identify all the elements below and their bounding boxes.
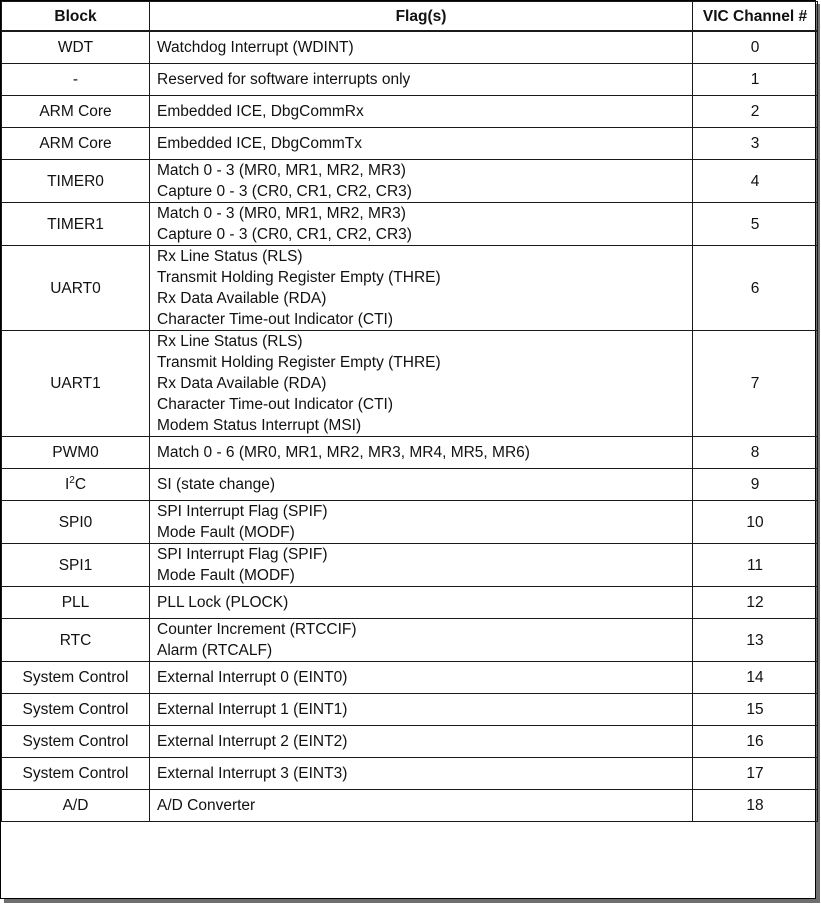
flags-cell — [150, 726, 693, 758]
header-flags: Flag(s) — [150, 2, 693, 32]
flag-line: SI (state change) — [157, 476, 276, 493]
table-row — [2, 619, 818, 662]
channel-cell: 12 — [693, 587, 818, 619]
block-cell — [2, 619, 150, 662]
flag-line: Mode Fault (MODF) — [157, 524, 295, 541]
flags-cell — [150, 469, 693, 501]
block-label: A/D — [62, 797, 89, 814]
block-cell — [2, 160, 150, 203]
block-cell — [2, 437, 150, 469]
flag-line: SPI Interrupt Flag (SPIF) — [157, 503, 328, 520]
table-row — [2, 31, 818, 64]
table-row — [2, 790, 818, 822]
block-cell — [2, 128, 150, 160]
table-row — [2, 587, 818, 619]
block-label: ARM Core — [39, 103, 112, 120]
block-suffix: C — [74, 476, 87, 493]
flags-cell — [150, 501, 693, 544]
block-cell — [2, 203, 150, 246]
block-cell — [2, 790, 150, 822]
vic-channel-table — [1, 1, 818, 822]
block-label: PWM0 — [52, 444, 99, 461]
block-superscript: 2 — [69, 475, 75, 486]
block-cell — [2, 64, 150, 96]
flag-line: Transmit Holding Register Empty (THRE) — [157, 354, 441, 371]
flag-line: Mode Fault (MODF) — [157, 567, 295, 584]
channel-cell: 18 — [693, 790, 818, 822]
channel-cell: 10 — [693, 501, 818, 544]
table-row — [2, 203, 818, 246]
table-row — [2, 501, 818, 544]
channel-cell: 2 — [693, 96, 818, 128]
table-row — [2, 331, 818, 437]
block-cell — [2, 96, 150, 128]
channel-cell: 14 — [693, 662, 818, 694]
flag-line: Reserved for software interrupts only — [157, 71, 411, 88]
flag-line: Modem Status Interrupt (MSI) — [157, 417, 362, 434]
flag-line: External Interrupt 2 (EINT2) — [157, 733, 348, 750]
block-label: System Control — [22, 669, 129, 686]
header-channel: VIC Channel # — [693, 2, 818, 32]
channel-cell: 3 — [693, 128, 818, 160]
block-label: System Control — [22, 733, 129, 750]
flag-line: Capture 0 - 3 (CR0, CR1, CR2, CR3) — [157, 226, 412, 243]
channel-cell: 6 — [693, 246, 818, 331]
flags-cell — [150, 694, 693, 726]
block-cell — [2, 694, 150, 726]
table-row — [2, 469, 818, 501]
block-label: - — [72, 71, 79, 88]
flags-cell — [150, 96, 693, 128]
table-row — [2, 726, 818, 758]
flags-cell — [150, 64, 693, 96]
block-label: System Control — [22, 701, 129, 718]
flag-line: Transmit Holding Register Empty (THRE) — [157, 269, 441, 286]
block-cell — [2, 662, 150, 694]
flags-cell — [150, 544, 693, 587]
flags-cell — [150, 31, 693, 64]
flag-line: Alarm (RTCALF) — [157, 642, 273, 659]
table-row — [2, 437, 818, 469]
channel-cell: 13 — [693, 619, 818, 662]
block-label: UART1 — [50, 375, 101, 392]
table-row — [2, 246, 818, 331]
channel-cell: 16 — [693, 726, 818, 758]
flag-line: Character Time-out Indicator (CTI) — [157, 396, 394, 413]
table-row — [2, 128, 818, 160]
flags-cell — [150, 790, 693, 822]
block-label: UART0 — [50, 279, 101, 297]
block-label: TIMER0 — [47, 172, 104, 190]
flag-line: PLL Lock (PLOCK) — [157, 594, 289, 611]
block-label: SPI1 — [58, 556, 93, 574]
block-label: ARM Core — [39, 135, 112, 152]
flag-line: Match 0 - 6 (MR0, MR1, MR2, MR3, MR4, MR5, MR6) — [157, 444, 530, 461]
flags-cell — [150, 437, 693, 469]
table-row — [2, 96, 818, 128]
block-cell — [2, 501, 150, 544]
table-row — [2, 694, 818, 726]
block-label: TIMER1 — [47, 215, 104, 233]
channel-cell: 9 — [693, 469, 818, 501]
block-cell — [2, 726, 150, 758]
channel-cell: 15 — [693, 694, 818, 726]
flag-line: Match 0 - 3 (MR0, MR1, MR2, MR3) — [157, 162, 406, 179]
channel-cell: 11 — [693, 544, 818, 587]
flag-line: Match 0 - 3 (MR0, MR1, MR2, MR3) — [157, 205, 406, 222]
flags-cell — [150, 331, 693, 437]
channel-cell: 17 — [693, 758, 818, 790]
flags-cell — [150, 160, 693, 203]
block-cell — [2, 544, 150, 587]
flags-cell — [150, 246, 693, 331]
flag-line: Embedded ICE, DbgCommTx — [157, 135, 363, 152]
flags-cell — [150, 662, 693, 694]
flag-line: Character Time-out Indicator (CTI) — [157, 311, 394, 328]
table-body — [2, 31, 818, 822]
block-cell — [2, 246, 150, 331]
flag-line: Rx Line Status (RLS) — [157, 248, 303, 265]
channel-cell: 1 — [693, 64, 818, 96]
block-cell — [2, 31, 150, 64]
block-label: SPI0 — [58, 513, 93, 531]
flags-cell — [150, 758, 693, 790]
channel-cell: 8 — [693, 437, 818, 469]
block-cell — [2, 469, 150, 501]
block-cell — [2, 758, 150, 790]
table-row — [2, 64, 818, 96]
block-cell — [2, 587, 150, 619]
flag-line: External Interrupt 1 (EINT1) — [157, 701, 348, 718]
flags-cell — [150, 128, 693, 160]
table-row — [2, 160, 818, 203]
flag-line: Rx Data Available (RDA) — [157, 290, 327, 307]
channel-cell: 4 — [693, 160, 818, 203]
channel-cell: 5 — [693, 203, 818, 246]
flag-line: A/D Converter — [157, 797, 256, 814]
flag-line: Rx Data Available (RDA) — [157, 375, 327, 392]
flag-line: External Interrupt 0 (EINT0) — [157, 669, 348, 686]
flags-cell — [150, 619, 693, 662]
flag-line: External Interrupt 3 (EINT3) — [157, 765, 348, 782]
flags-cell — [150, 203, 693, 246]
table-row — [2, 662, 818, 694]
header-block: Block — [2, 2, 150, 32]
block-label: I — [64, 476, 70, 493]
block-label: PLL — [61, 594, 90, 611]
flag-line: Watchdog Interrupt (WDINT) — [157, 39, 354, 56]
channel-cell: 0 — [693, 31, 818, 64]
table-row — [2, 544, 818, 587]
block-label: System Control — [22, 765, 129, 782]
table-row — [2, 758, 818, 790]
flag-line: SPI Interrupt Flag (SPIF) — [157, 546, 328, 563]
flag-line: Capture 0 - 3 (CR0, CR1, CR2, CR3) — [157, 183, 412, 200]
block-label: WDT — [57, 39, 94, 56]
flags-cell — [150, 587, 693, 619]
flag-line: Embedded ICE, DbgCommRx — [157, 103, 364, 120]
header-row — [2, 2, 818, 32]
block-label: RTC — [59, 631, 92, 649]
flag-line: Rx Line Status (RLS) — [157, 333, 303, 350]
block-cell — [2, 331, 150, 437]
channel-cell: 7 — [693, 331, 818, 437]
flag-line: Counter Increment (RTCCIF) — [157, 621, 357, 638]
